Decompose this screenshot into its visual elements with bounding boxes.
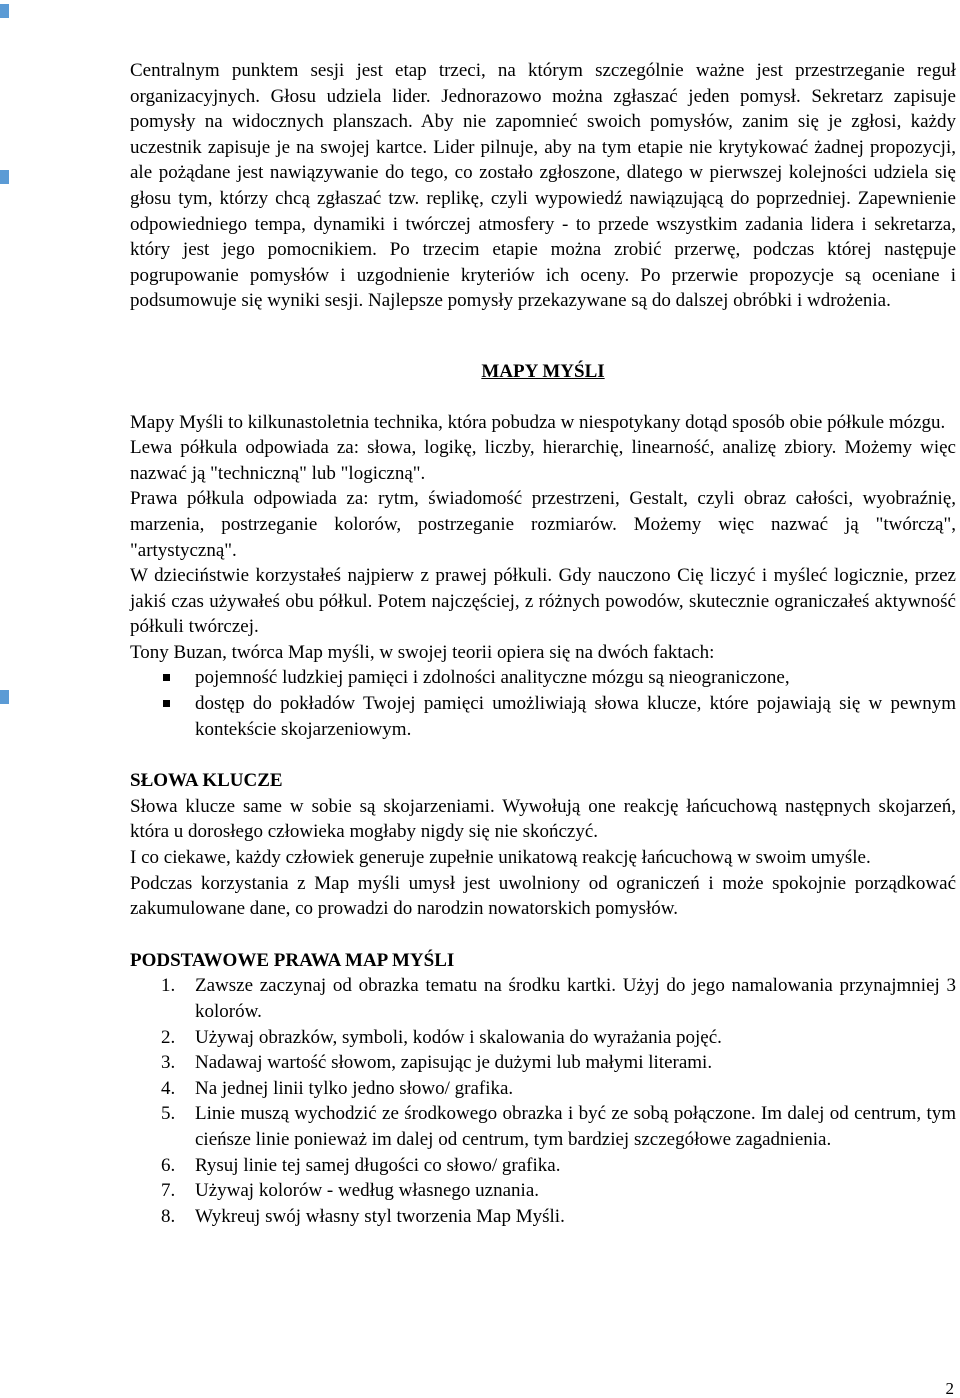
rule-text: Używaj kolorów - według własnego uznania. [195, 1180, 540, 1202]
prawa-map-heading: PODSTAWOWE PRAWA MAP MYŚLI [130, 949, 455, 971]
list-item [130, 1153, 956, 1179]
list-item [130, 691, 956, 742]
rule-text: Zawsze zaczynaj od obrazka tematu na środku kartki. Użyj do jego namalowania przynajmniej 3 kolorów. [195, 975, 956, 1022]
list-item [130, 1025, 956, 1051]
list-number: 5. [161, 1103, 176, 1125]
margin-marker-middle [0, 170, 9, 184]
list-item [130, 1178, 956, 1204]
square-bullet-icon [163, 674, 170, 681]
list-item [130, 665, 956, 691]
margin-marker-lower [0, 690, 9, 704]
rule-text: Na jednej linii tylko jedno słowo/ grafika. [195, 1077, 514, 1099]
list-number: 4. [161, 1077, 176, 1099]
mapy-paragraph-3: Prawa półkula odpowiada za: rytm, świadomość przestrzeni, Gestalt, czyli obraz całości, wyobraźnię, marzenia, postrzeganie kolorów, postrzeganie rozmiarów. Możemy więc nazwać ją "twórczą", "artystyczną". [130, 488, 956, 561]
mapy-mysli-heading: MAPY MYŚLI [481, 360, 605, 382]
square-bullet-icon [163, 700, 170, 707]
slowa-klucze-heading: SŁOWA KLUCZE [130, 770, 283, 792]
list-item [130, 973, 956, 1024]
bullet-text: dostęp do pokładów Twojej pamięci umożliwiają słowa klucze, które pojawiają się w pewnym kontekście skojarzeniowym. [195, 693, 956, 740]
mapy-paragraph-4: W dzieciństwie korzystałeś najpierw z prawej półkuli. Gdy nauczono Cię liczyć i myśleć logicznie, przez jakiś czas używałeś obu półkul. Potem najczęściej, z różnych powodów, skutecznie ograniczałeś aktywność półkuli twórczej. [130, 565, 956, 638]
intro-paragraph: Centralnym punktem sesji jest etap trzeci, na którym szczególnie ważne jest przestrzeganie reguł organizacyjnych. Głosu udziela lider. Jednorazowo można zgłaszać jeden pomysł. Sekretarz zapisuje pomysły na widocznych planszach. Aby nie zapomnieć swoich pomysłów, zanim się je zgłosi, każdy uczestnik zapisuje je na swojej kartce. Lider pilnuje, aby na tym etapie nie krytykować żadnej propozycji, ale pożądane jest nawiązywanie do tego, co zostało zgłoszone, dlatego w pierwszej kolejności udziela się głosu tym, którzy chcą zgłaszać tzw. replikę, czyli wypowiedź nawiązującą do poprzedniej. Zapewnienie odpowiedniego tempa, dynamiki i twórczej atmosfery - to przede wszystkim zadania lidera i sekretarza, który jest jego pomocnikiem. Po trzecim etapie można zrobić przerwę, podczas której następuje pogrupowanie pomysłów i uzgodnienie kryteriów ich oceny. Po przerwie propozycje są oceniane i podsumowuje się wyniki sesji. Najlepsze pomysły przekazywane są do dalszej obróbki i wdrożenia. [130, 60, 956, 312]
list-item [130, 1076, 956, 1102]
margin-marker-top [0, 4, 9, 18]
list-number: 3. [161, 1052, 176, 1074]
list-number: 6. [161, 1154, 176, 1176]
rule-text: Linie muszą wychodzić ze środkowego obrazka i być ze sobą połączone. Im dalej od centrum, tym cieńsze linie ponieważ im dalej od centrum, tym bardziej szczegółowe zagadnienia. [195, 1103, 956, 1150]
list-number: 8. [161, 1205, 176, 1227]
page-number: 2 [945, 1379, 954, 1398]
slowa-paragraph-2: I co ciekawe, każdy człowiek generuje zupełnie unikatową reakcję łańcuchową w swoim umyśle. [130, 847, 871, 869]
rule-text: Rysuj linie tej samej długości co słowo/ grafika. [195, 1154, 561, 1176]
slowa-paragraph-1: Słowa klucze same w sobie są skojarzeniami. Wywołują one reakcję łańcuchową następnych skojarzeń, która u dorosłego człowieka mogłaby nigdy się nie skończyć. [130, 795, 956, 843]
list-item [130, 1204, 956, 1230]
rules-numbered-list [130, 973, 956, 1229]
mapy-paragraph-1: Mapy Myśli to kilkunastoletnia technika, która pobudza w niespotykany dotąd sposób obie półkule mózgu. [130, 411, 946, 433]
slowa-paragraph-3: Podczas korzystania z Map myśli umysł jest uwolniony od ograniczeń i może spokojnie porządkować zakumulowane dane, co prowadzi do narodzin nowatorskich pomysłów. [130, 872, 956, 920]
rule-text: Nadawaj wartość słowom, zapisując je dużymi lub małymi literami. [195, 1052, 713, 1074]
list-item [130, 1050, 956, 1076]
bullet-text: pojemność ludzkiej pamięci i zdolności analityczne mózgu są nieograniczone, [195, 667, 790, 689]
list-number: 7. [161, 1180, 176, 1202]
mapy-paragraph-2: Lewa półkula odpowiada za: słowa, logikę, liczby, hierarchię, linearność, analizę zbiory. Możemy więc nazwać ją "techniczną" lub "logiczną". [130, 437, 956, 484]
rule-text: Wykreuj swój własny styl tworzenia Map Myśli. [195, 1205, 565, 1227]
rule-text: Używaj obrazków, symboli, kodów i skalowania do wyrażania pojęć. [195, 1026, 722, 1048]
list-number: 2. [161, 1026, 176, 1048]
facts-bullet-list [130, 665, 956, 742]
list-item [130, 1101, 956, 1152]
list-number: 1. [161, 975, 176, 997]
mapy-paragraph-5: Tony Buzan, twórca Map myśli, w swojej teorii opiera się na dwóch faktach: [130, 641, 715, 663]
document-page [130, 58, 956, 1229]
